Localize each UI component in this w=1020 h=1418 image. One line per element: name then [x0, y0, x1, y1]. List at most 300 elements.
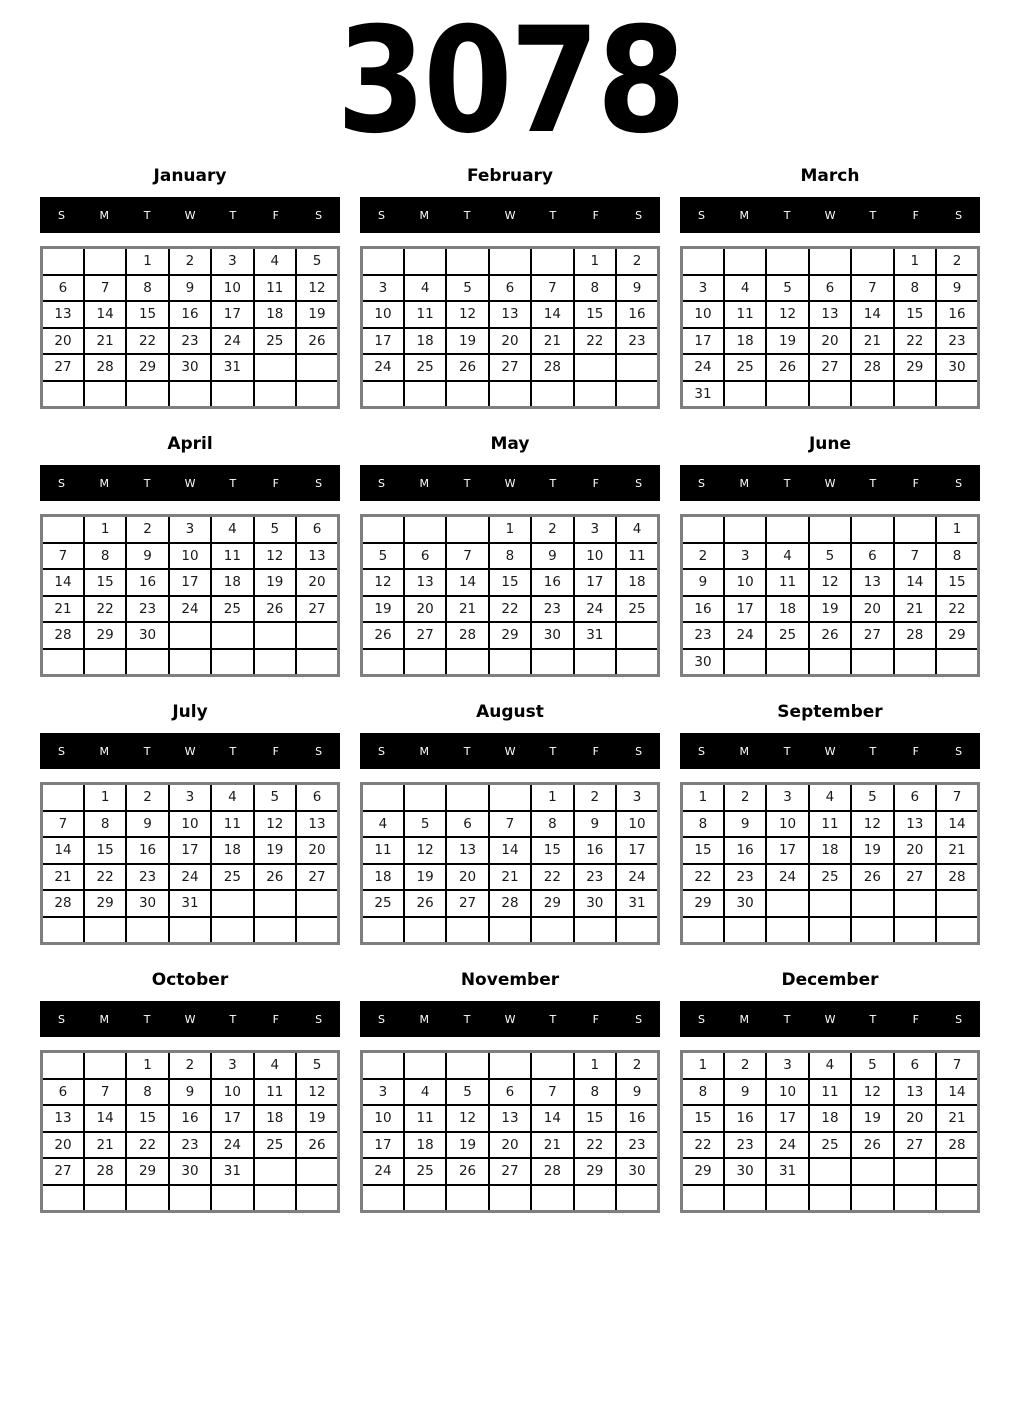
day-cell: 12	[296, 1079, 338, 1106]
month-april	[40, 430, 340, 677]
day-cell: 5	[446, 1079, 488, 1106]
month-grid	[360, 782, 660, 945]
week-row	[362, 354, 659, 381]
day-cell: 9	[126, 811, 168, 838]
day-cell: 1	[936, 516, 978, 543]
day-cell: 21	[894, 596, 936, 623]
day-cell: 19	[766, 328, 808, 355]
weekday-header-cell: F	[272, 476, 279, 490]
day-cell: 5	[254, 784, 296, 811]
day-cell	[489, 381, 531, 408]
day-cell	[446, 516, 488, 543]
day-cell	[296, 1158, 338, 1185]
weekday-header-cell: T	[463, 476, 471, 490]
week-row	[682, 275, 979, 302]
week-row	[682, 917, 979, 944]
day-cell: 7	[84, 275, 126, 302]
day-cell: 14	[936, 1079, 978, 1106]
week-row	[42, 1132, 339, 1159]
day-cell	[254, 1185, 296, 1212]
day-cell	[531, 381, 573, 408]
day-cell	[851, 649, 893, 676]
day-cell: 2	[126, 516, 168, 543]
month-july	[40, 698, 340, 945]
day-cell	[531, 649, 573, 676]
day-cell: 6	[42, 275, 84, 302]
day-cell	[766, 248, 808, 275]
day-cell: 7	[446, 543, 488, 570]
day-cell	[809, 917, 851, 944]
weekday-header-cell: T	[143, 1012, 151, 1026]
month-november	[360, 966, 660, 1213]
day-cell: 24	[362, 354, 404, 381]
day-cell: 27	[489, 1158, 531, 1185]
weekday-header-cell: T	[143, 208, 151, 222]
day-cell: 6	[809, 275, 851, 302]
day-cell	[296, 1185, 338, 1212]
day-cell: 13	[894, 1079, 936, 1106]
day-cell	[84, 248, 126, 275]
day-cell	[254, 649, 296, 676]
month-grid	[40, 782, 340, 945]
day-cell: 26	[254, 596, 296, 623]
weekday-header-cell: F	[272, 744, 279, 758]
day-cell	[766, 649, 808, 676]
week-row	[362, 1079, 659, 1106]
day-cell: 27	[42, 1158, 84, 1185]
day-cell: 9	[724, 811, 766, 838]
day-cell: 17	[211, 301, 253, 328]
month-title: February	[466, 166, 554, 186]
day-cell: 24	[362, 1158, 404, 1185]
day-cell: 5	[766, 275, 808, 302]
day-cell: 30	[724, 890, 766, 917]
week-row	[682, 784, 979, 811]
week-row	[682, 649, 979, 676]
week-row	[682, 381, 979, 408]
weekday-header-bar	[680, 733, 980, 769]
week-row	[682, 569, 979, 596]
day-cell: 24	[616, 864, 658, 891]
day-cell	[404, 917, 446, 944]
week-row	[362, 516, 659, 543]
day-cell	[84, 917, 126, 944]
day-cell	[404, 649, 446, 676]
weekday-header-cell: S	[377, 208, 385, 222]
day-cell: 4	[254, 248, 296, 275]
day-cell	[126, 1185, 168, 1212]
weekday-header-cell: S	[635, 208, 643, 222]
day-cell: 6	[404, 543, 446, 570]
day-cell: 26	[404, 890, 446, 917]
day-cell: 28	[936, 864, 978, 891]
weekday-header-cell: S	[315, 476, 323, 490]
day-cell: 13	[446, 837, 488, 864]
month-december	[680, 966, 980, 1213]
weekday-header-cell: W	[504, 208, 516, 222]
day-cell: 17	[169, 569, 211, 596]
day-cell	[446, 1052, 488, 1079]
day-cell: 20	[851, 596, 893, 623]
day-cell: 5	[362, 543, 404, 570]
weekday-header-cell: M	[739, 208, 750, 222]
month-september	[680, 698, 980, 945]
day-cell: 11	[724, 301, 766, 328]
day-cell	[42, 1185, 84, 1212]
weekday-header-cell: T	[783, 208, 791, 222]
week-row	[42, 569, 339, 596]
day-cell: 20	[894, 837, 936, 864]
day-cell: 18	[809, 1105, 851, 1132]
day-cell: 4	[404, 1079, 446, 1106]
day-cell: 3	[766, 784, 808, 811]
weekday-header-cell: T	[549, 208, 557, 222]
weekday-header-cell: T	[869, 476, 877, 490]
day-cell: 27	[489, 354, 531, 381]
day-cell	[851, 516, 893, 543]
day-cell	[936, 890, 978, 917]
day-cell: 14	[531, 301, 573, 328]
month-title: August	[476, 702, 544, 722]
week-row	[42, 864, 339, 891]
day-cell: 12	[851, 1079, 893, 1106]
weekday-header-cell: W	[504, 476, 516, 490]
day-cell: 7	[894, 543, 936, 570]
day-cell: 30	[169, 354, 211, 381]
day-cell: 26	[446, 354, 488, 381]
week-row	[42, 1052, 339, 1079]
week-row	[362, 1052, 659, 1079]
weekday-header-cell: F	[912, 476, 919, 490]
weekday-header-cell: S	[697, 1012, 705, 1026]
day-cell: 3	[211, 1052, 253, 1079]
day-cell	[404, 1185, 446, 1212]
day-cell: 5	[296, 1052, 338, 1079]
day-cell: 14	[851, 301, 893, 328]
day-cell	[894, 516, 936, 543]
day-cell: 16	[126, 837, 168, 864]
day-cell: 8	[531, 811, 573, 838]
day-cell: 9	[126, 543, 168, 570]
day-cell: 4	[616, 516, 658, 543]
day-cell: 13	[851, 569, 893, 596]
day-cell	[724, 516, 766, 543]
day-cell: 27	[42, 354, 84, 381]
day-cell: 22	[682, 1132, 724, 1159]
day-cell: 31	[211, 1158, 253, 1185]
weekday-header-cell: F	[592, 208, 599, 222]
day-cell	[254, 917, 296, 944]
day-cell: 24	[211, 328, 253, 355]
week-row	[42, 890, 339, 917]
day-cell: 9	[169, 1079, 211, 1106]
day-cell	[169, 917, 211, 944]
day-cell: 27	[296, 596, 338, 623]
day-cell	[126, 917, 168, 944]
day-cell: 25	[809, 864, 851, 891]
day-cell	[446, 381, 488, 408]
day-cell: 21	[531, 1132, 573, 1159]
week-row	[42, 1079, 339, 1106]
weekday-header-cell: W	[824, 476, 836, 490]
day-cell: 1	[126, 248, 168, 275]
day-cell	[296, 649, 338, 676]
day-cell: 8	[126, 1079, 168, 1106]
day-cell: 30	[169, 1158, 211, 1185]
weekday-header-cell: W	[504, 744, 516, 758]
weekday-header-cell: T	[143, 476, 151, 490]
weekday-header-cell: S	[697, 744, 705, 758]
day-cell: 27	[894, 864, 936, 891]
day-cell: 30	[126, 890, 168, 917]
day-cell: 20	[894, 1105, 936, 1132]
day-cell: 29	[894, 354, 936, 381]
day-cell: 14	[894, 569, 936, 596]
day-cell: 2	[169, 1052, 211, 1079]
day-cell: 28	[894, 622, 936, 649]
day-cell: 8	[84, 543, 126, 570]
day-cell: 14	[936, 811, 978, 838]
day-cell	[446, 784, 488, 811]
month-title: March	[800, 166, 860, 186]
day-cell: 7	[42, 811, 84, 838]
week-row	[42, 328, 339, 355]
day-cell: 15	[682, 1105, 724, 1132]
day-cell: 21	[851, 328, 893, 355]
day-cell: 10	[362, 1105, 404, 1132]
day-cell	[404, 1052, 446, 1079]
weekday-header-cell: F	[592, 476, 599, 490]
week-row	[42, 516, 339, 543]
day-cell: 27	[296, 864, 338, 891]
day-cell: 7	[851, 275, 893, 302]
day-cell: 27	[446, 890, 488, 917]
day-cell	[616, 649, 658, 676]
day-cell	[851, 1158, 893, 1185]
weekday-header-cell: T	[549, 1012, 557, 1026]
day-cell	[851, 1185, 893, 1212]
day-cell: 27	[851, 622, 893, 649]
day-cell	[211, 622, 253, 649]
day-cell: 3	[169, 516, 211, 543]
day-cell: 22	[126, 328, 168, 355]
week-row	[42, 1158, 339, 1185]
month-grid	[40, 246, 340, 409]
day-cell: 22	[126, 1132, 168, 1159]
day-cell: 29	[126, 354, 168, 381]
day-cell: 2	[531, 516, 573, 543]
weekday-header-cell: T	[229, 1012, 237, 1026]
day-cell: 13	[296, 543, 338, 570]
weekday-header-bar	[40, 1001, 340, 1037]
day-cell: 14	[489, 837, 531, 864]
weekday-header-cell: M	[99, 476, 110, 490]
day-cell: 25	[404, 354, 446, 381]
weekday-header-cell: F	[912, 744, 919, 758]
week-row	[682, 811, 979, 838]
day-cell: 14	[42, 837, 84, 864]
day-cell: 22	[574, 328, 616, 355]
day-cell: 21	[84, 1132, 126, 1159]
day-cell: 11	[211, 811, 253, 838]
months-grid	[0, 162, 1020, 1213]
day-cell: 21	[446, 596, 488, 623]
day-cell: 8	[489, 543, 531, 570]
day-cell	[894, 381, 936, 408]
day-cell: 9	[936, 275, 978, 302]
week-row	[42, 917, 339, 944]
day-cell	[616, 622, 658, 649]
day-cell: 2	[169, 248, 211, 275]
day-cell: 19	[851, 1105, 893, 1132]
day-cell	[489, 649, 531, 676]
weekday-header-cell: F	[912, 208, 919, 222]
day-cell	[446, 917, 488, 944]
month-march	[680, 162, 980, 409]
week-row	[42, 1105, 339, 1132]
day-cell: 7	[42, 543, 84, 570]
day-cell: 22	[84, 864, 126, 891]
day-cell	[894, 917, 936, 944]
day-cell: 17	[574, 569, 616, 596]
day-cell: 31	[766, 1158, 808, 1185]
day-cell	[724, 649, 766, 676]
weekday-header-cell: S	[57, 208, 65, 222]
day-cell: 23	[574, 864, 616, 891]
day-cell: 30	[682, 649, 724, 676]
week-row	[362, 622, 659, 649]
day-cell: 18	[211, 569, 253, 596]
day-cell: 13	[42, 301, 84, 328]
day-cell: 10	[766, 811, 808, 838]
day-cell	[851, 890, 893, 917]
month-grid	[680, 246, 980, 409]
day-cell: 16	[574, 837, 616, 864]
week-row	[362, 784, 659, 811]
day-cell: 9	[616, 1079, 658, 1106]
day-cell	[766, 381, 808, 408]
day-cell: 19	[296, 301, 338, 328]
day-cell: 19	[254, 569, 296, 596]
day-cell: 6	[489, 1079, 531, 1106]
day-cell	[126, 649, 168, 676]
month-grid	[680, 514, 980, 677]
day-cell	[574, 381, 616, 408]
day-cell: 28	[42, 890, 84, 917]
weekday-header-cell: W	[504, 1012, 516, 1026]
day-cell: 15	[531, 837, 573, 864]
day-cell: 12	[766, 301, 808, 328]
day-cell: 9	[531, 543, 573, 570]
weekday-header-cell: T	[229, 744, 237, 758]
week-row	[682, 301, 979, 328]
day-cell	[809, 1185, 851, 1212]
day-cell: 1	[894, 248, 936, 275]
day-cell: 12	[851, 811, 893, 838]
weekday-header-cell: S	[315, 1012, 323, 1026]
day-cell: 30	[126, 622, 168, 649]
day-cell: 30	[531, 622, 573, 649]
day-cell: 8	[894, 275, 936, 302]
month-title: October	[151, 970, 229, 990]
day-cell	[851, 381, 893, 408]
day-cell	[766, 1185, 808, 1212]
day-cell: 3	[169, 784, 211, 811]
day-cell	[531, 1052, 573, 1079]
weekday-header-bar	[40, 733, 340, 769]
month-grid	[40, 1050, 340, 1213]
day-cell: 2	[126, 784, 168, 811]
day-cell: 28	[84, 1158, 126, 1185]
day-cell: 14	[446, 569, 488, 596]
day-cell: 4	[809, 784, 851, 811]
day-cell: 24	[766, 864, 808, 891]
day-cell	[489, 917, 531, 944]
day-cell: 15	[84, 569, 126, 596]
weekday-header-cell: M	[419, 744, 430, 758]
day-cell: 10	[211, 1079, 253, 1106]
day-cell: 12	[296, 275, 338, 302]
day-cell: 18	[404, 1132, 446, 1159]
day-cell	[211, 917, 253, 944]
weekday-header-cell: F	[272, 1012, 279, 1026]
day-cell: 7	[531, 1079, 573, 1106]
day-cell: 17	[211, 1105, 253, 1132]
day-cell	[211, 890, 253, 917]
weekday-header-cell: F	[592, 744, 599, 758]
weekday-header-cell: M	[419, 476, 430, 490]
day-cell: 13	[809, 301, 851, 328]
month-june	[680, 430, 980, 677]
day-cell	[362, 516, 404, 543]
day-cell: 18	[766, 596, 808, 623]
day-cell	[531, 248, 573, 275]
day-cell: 23	[126, 864, 168, 891]
month-title: September	[777, 702, 883, 722]
week-row	[362, 596, 659, 623]
day-cell: 6	[296, 516, 338, 543]
weekday-header-cell: S	[955, 1012, 963, 1026]
day-cell: 18	[362, 864, 404, 891]
day-cell: 1	[489, 516, 531, 543]
day-cell	[809, 381, 851, 408]
day-cell: 31	[616, 890, 658, 917]
day-cell: 13	[404, 569, 446, 596]
day-cell: 20	[446, 864, 488, 891]
day-cell: 4	[211, 784, 253, 811]
day-cell: 11	[362, 837, 404, 864]
day-cell: 11	[254, 275, 296, 302]
day-cell	[362, 1052, 404, 1079]
weekday-header-cell: F	[912, 1012, 919, 1026]
day-cell	[254, 1158, 296, 1185]
day-cell: 1	[531, 784, 573, 811]
week-row	[682, 516, 979, 543]
day-cell	[682, 516, 724, 543]
day-cell: 6	[894, 784, 936, 811]
day-cell: 1	[574, 248, 616, 275]
day-cell: 30	[574, 890, 616, 917]
day-cell: 24	[169, 864, 211, 891]
day-cell	[254, 890, 296, 917]
week-row	[362, 837, 659, 864]
day-cell	[404, 784, 446, 811]
day-cell: 23	[724, 864, 766, 891]
day-cell	[489, 1185, 531, 1212]
weekday-header-cell: M	[99, 744, 110, 758]
day-cell: 23	[531, 596, 573, 623]
day-cell: 19	[851, 837, 893, 864]
